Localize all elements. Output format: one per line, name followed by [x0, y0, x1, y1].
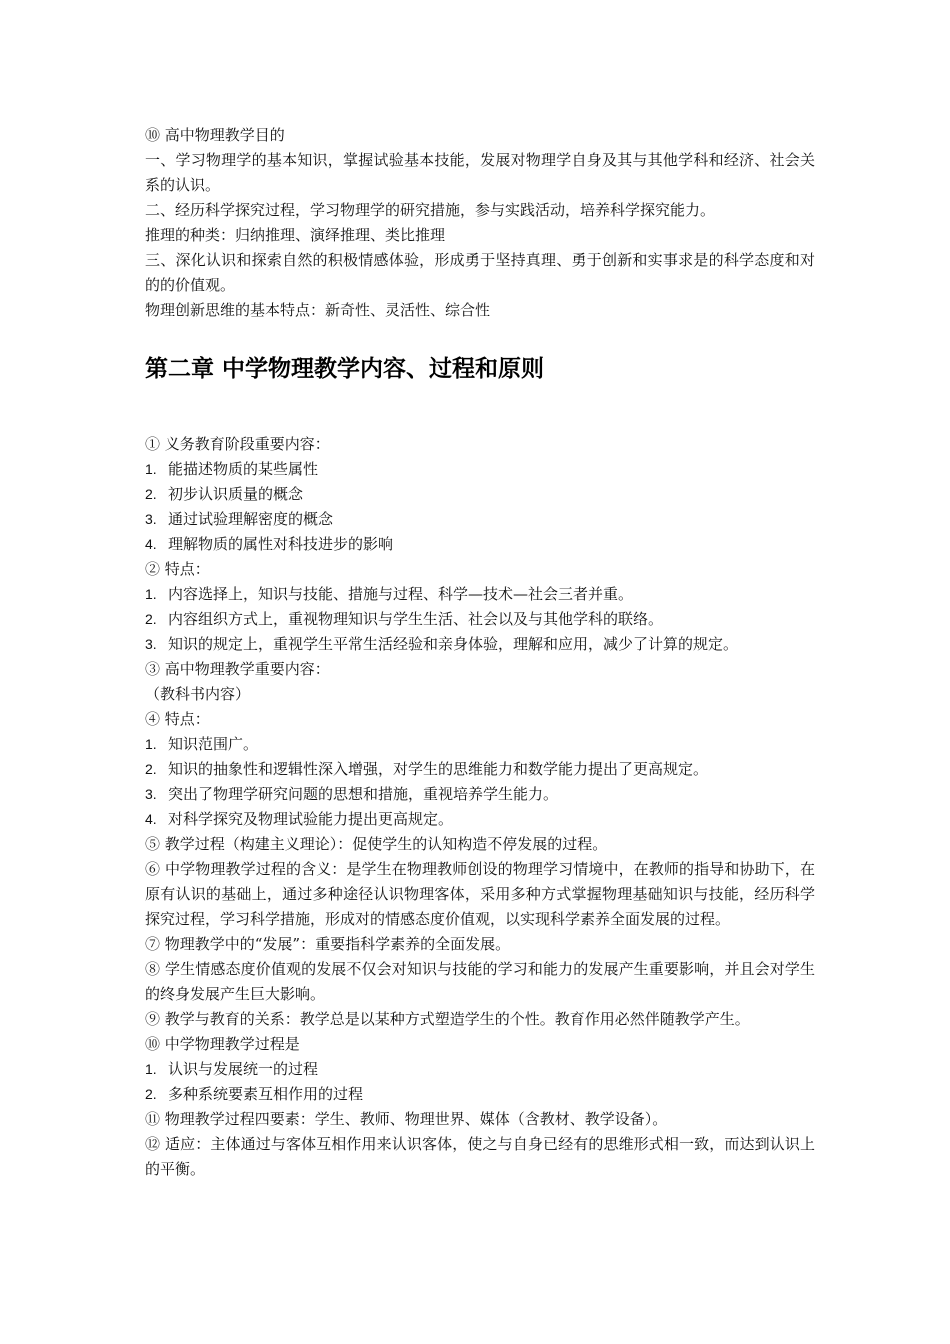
compulsory-content-title: ① 义务教育阶段重要内容：	[145, 435, 330, 453]
item-number: 1.	[145, 1061, 157, 1077]
item-text: 通过试验理解密度的概念	[168, 510, 334, 528]
objectives-heading: ⑩ 高中物理教学目的	[145, 126, 285, 144]
emotional-development: ⑧ 学生情感态度价值观的发展不仅会对知识与技能的学习和能力的发展产生重要影响，并且会对学生的终身发展产生巨大影响。	[145, 960, 815, 1003]
teaching-process-meaning: ⑥ 中学物理教学过程的含义：是学生在物理教师创设的物理学习情境中，在教师的指导和协助下，在原有认识的基础上，通过多种途径认识物理客体，采用多种方式掌握物理基础知识与技能，经历科学探究过程，学习科学措施，形成对的情感态度价值观，以实现科学素养全面发展的过程。	[145, 860, 815, 928]
objective-one: 一、学习物理学的基本知识，掌握试验基本技能，发展对物理学自身及其与其他学科和经济、社会关系的认识。	[145, 151, 815, 194]
item-number: 4.	[145, 536, 157, 552]
list-item	[145, 507, 815, 532]
features-title: ④ 特点：	[145, 710, 210, 728]
features-title: ② 特点：	[145, 560, 210, 578]
adaptation-definition: ⑫ 适应：主体通过与客体互相作用来认识客体，使之与自身已经有的思维形式相一致，而达到认识上的平衡。	[145, 1135, 815, 1178]
reasoning-types: 推理的种类：归纳推理、演绎推理、类比推理	[145, 226, 446, 244]
item-text: 知识范围广。	[168, 735, 259, 753]
item-number: 3.	[145, 786, 157, 802]
list-item	[145, 607, 815, 632]
item-text: 能描述物质的某些属性	[168, 460, 319, 478]
textbook-note: （教科书内容）	[145, 685, 251, 703]
item-text: 理解物质的属性对科技进步的影响	[168, 535, 394, 553]
teaching-education-relation: ⑨ 教学与教育的关系：教学总是以某种方式塑造学生的个性。教育作用必然伴随教学产生。	[145, 1010, 750, 1028]
four-elements: ⑪ 物理教学过程四要素：学生、教师、物理世界、媒体（含教材、教学设备）。	[145, 1110, 668, 1128]
item-number: 2.	[145, 1086, 157, 1102]
item-text: 内容选择上，知识与技能、措施与过程、科学—技术—社会三者并重。	[168, 585, 634, 603]
chapter-title: 第二章 中学物理教学内容、过程和原则	[145, 356, 545, 382]
item-text: 对科学探究及物理试验能力提出更高规定。	[168, 810, 454, 828]
item-number: 1.	[145, 461, 157, 477]
list-item	[145, 1057, 815, 1082]
process-title: ⑩ 中学物理教学过程是	[145, 1035, 300, 1053]
item-text: 突出了物理学研究问题的思想和措施，重视培养学生能力。	[168, 785, 559, 803]
list-item	[145, 532, 815, 557]
innovation-features: 物理创新思维的基本特点：新奇性、灵活性、综合性	[145, 301, 491, 319]
item-number: 1.	[145, 736, 157, 752]
list-item	[145, 807, 815, 832]
list-item	[145, 632, 815, 657]
item-text: 认识与发展统一的过程	[168, 1060, 319, 1078]
item-number: 2.	[145, 611, 157, 627]
list-item	[145, 457, 815, 482]
section-objectives	[145, 123, 815, 323]
list-item	[145, 1082, 815, 1107]
high-school-content-title: ③ 高中物理教学重要内容：	[145, 660, 330, 678]
list-item	[145, 482, 815, 507]
teaching-process-definition: ⑤ 教学过程（构建主义理论）：促使学生的认知构造不停发展的过程。	[145, 835, 608, 853]
objective-three: 三、深化认识和探索自然的积极情感体验，形成勇于坚持真理、勇于创新和实事求是的科学态度和对的的价值观。	[145, 251, 815, 294]
item-number: 3.	[145, 636, 157, 652]
list-item	[145, 757, 815, 782]
objective-two: 二、经历科学探究过程，学习物理学的研究措施，参与实践活动，培养科学探究能力。	[145, 201, 716, 219]
development-meaning: ⑦ 物理教学中的“发展”：重要指科学素养的全面发展。	[145, 935, 511, 953]
item-number: 1.	[145, 586, 157, 602]
item-number: 4.	[145, 811, 157, 827]
list-item	[145, 782, 815, 807]
list-item	[145, 582, 815, 607]
item-text: 多种系统要素互相作用的过程	[168, 1085, 364, 1103]
list-item	[145, 732, 815, 757]
item-number: 2.	[145, 486, 157, 502]
item-text: 内容组织方式上，重视物理知识与学生生活、社会以及与其他学科的联络。	[168, 610, 664, 628]
item-number: 2.	[145, 761, 157, 777]
item-number: 3.	[145, 511, 157, 527]
item-text: 初步认识质量的概念	[168, 485, 304, 503]
item-text: 知识的规定上，重视学生平常生活经验和亲身体验，理解和应用，减少了计算的规定。	[168, 635, 739, 653]
section-chapter-two	[145, 432, 815, 1182]
item-text: 知识的抽象性和逻辑性深入增强，对学生的思维能力和数学能力提出了更高规定。	[168, 760, 709, 778]
